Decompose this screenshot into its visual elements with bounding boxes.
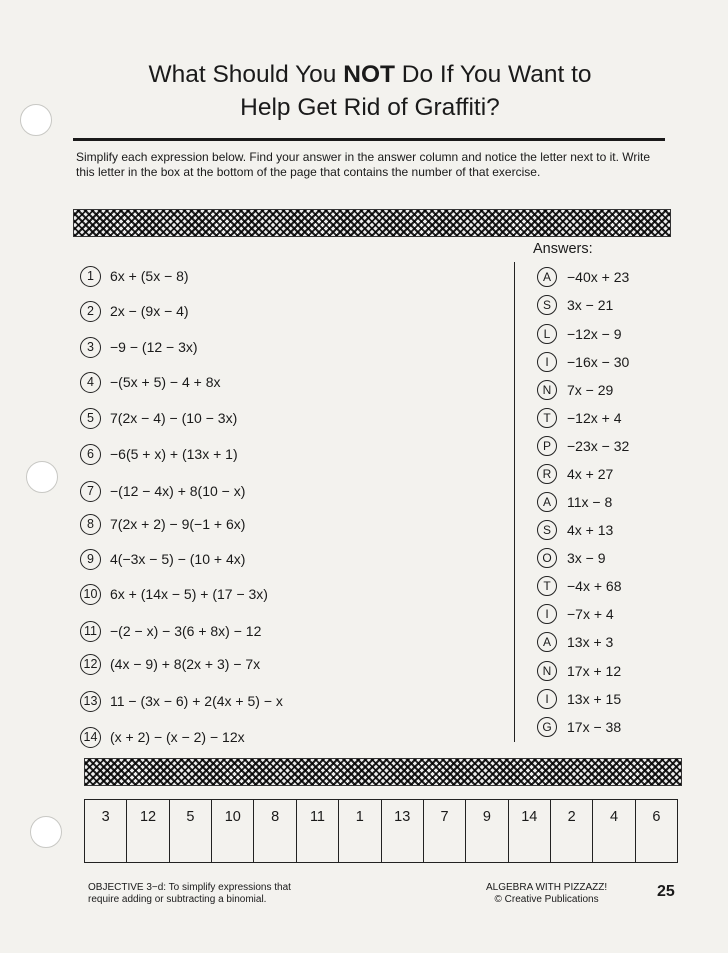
answers-heading: Answers:: [533, 241, 593, 257]
exercise-number: 11: [80, 621, 101, 642]
exercise-number: 14: [80, 727, 101, 748]
exercise-expression: −6(5 + x) + (13x + 1): [110, 446, 238, 462]
answer-expression: −16x − 30: [567, 354, 630, 370]
answer-expression: 11x − 8: [567, 494, 613, 510]
answer-expression: 4x + 27: [567, 466, 614, 482]
answer-letter: N: [537, 380, 557, 400]
exercise-number: 13: [80, 691, 101, 712]
answer-letter: I: [537, 604, 557, 624]
exercise-item: [80, 335, 198, 359]
answer-letter: L: [537, 324, 557, 344]
exercise-number: 10: [80, 584, 101, 605]
exercise-item: [80, 370, 221, 394]
answer-item: [537, 350, 629, 374]
answer-box[interactable]: 13: [382, 800, 424, 862]
exercise-item: [80, 652, 260, 676]
answer-expression: −4x + 68: [567, 578, 622, 594]
exercise-number: 7: [80, 481, 101, 502]
exercise-expression: 6x + (5x − 8): [110, 268, 189, 284]
exercise-item: [80, 689, 283, 713]
exercise-number: 4: [80, 372, 101, 393]
answer-box[interactable]: 7: [424, 800, 466, 862]
answer-expression: 17x − 38: [567, 719, 622, 735]
book-title: ALGEBRA WITH PIZZAZZ!: [486, 882, 608, 893]
answer-letter: A: [537, 267, 557, 287]
exercise-number: 8: [80, 514, 101, 535]
copyright-text: © Creative Publications: [494, 894, 599, 905]
exercise-item: [80, 512, 245, 536]
answer-expression: −12x − 9: [567, 326, 622, 342]
exercise-item: [80, 725, 245, 749]
exercise-expression: −(5x + 5) − 4 + 8x: [110, 374, 221, 390]
exercise-number: 6: [80, 444, 101, 465]
exercise-item: [80, 547, 245, 571]
exercise-item: [80, 479, 245, 503]
answer-box[interactable]: 1: [339, 800, 381, 862]
exercise-expression: 4(−3x − 5) − (10 + 4x): [110, 551, 246, 567]
title-line-1: What Should You NOT Do If You Want to: [148, 61, 592, 88]
page-title: [70, 58, 670, 124]
exercise-expression: −(12 − 4x) + 8(10 − x): [110, 483, 246, 499]
answer-item: [537, 293, 613, 317]
answer-expression: 13x + 3: [567, 634, 614, 650]
exercise-expression: 11 − (3x − 6) + 2(4x + 5) − x: [110, 693, 283, 709]
exercise-number: 3: [80, 337, 101, 358]
exercise-expression: (4x − 9) + 8(2x + 3) − 7x: [110, 656, 261, 672]
answer-expression: 3x − 21: [567, 297, 614, 313]
answer-box[interactable]: 4: [593, 800, 635, 862]
answer-expression: −40x + 23: [567, 269, 630, 285]
answer-item: [537, 265, 629, 289]
exercise-number: 2: [80, 301, 101, 322]
title-divider: [73, 138, 665, 141]
answer-letter: G: [537, 717, 557, 737]
answer-box[interactable]: 9: [466, 800, 508, 862]
answer-box[interactable]: 3: [85, 800, 127, 862]
exercise-item: [80, 442, 238, 466]
answer-letter: O: [537, 548, 557, 568]
answer-expression: 13x + 15: [567, 691, 622, 707]
answer-letter: I: [537, 352, 557, 372]
exercise-number: 9: [80, 549, 101, 570]
answer-item: [537, 630, 613, 654]
answer-expression: 17x + 12: [567, 663, 622, 679]
exercise-number: 12: [80, 654, 101, 675]
answer-item: [537, 602, 614, 626]
exercise-expression: 7(2x − 4) − (10 − 3x): [110, 410, 238, 426]
binder-hole-bottom: [30, 816, 62, 848]
answer-item: [537, 715, 621, 739]
answer-box[interactable]: 2: [551, 800, 593, 862]
title-line-2: Help Get Rid of Graffiti?: [240, 94, 500, 121]
answer-letter: A: [537, 632, 557, 652]
answer-letter: R: [537, 464, 557, 484]
exercise-item: [80, 299, 189, 323]
answer-item: [537, 378, 613, 402]
answer-box[interactable]: 8: [254, 800, 296, 862]
page-number: 25: [657, 883, 675, 900]
answer-item: [537, 322, 622, 346]
answer-item: [537, 490, 612, 514]
answer-item: [537, 406, 622, 430]
answer-letter: T: [537, 408, 557, 428]
answer-box[interactable]: 12: [127, 800, 169, 862]
exercise-item: [80, 264, 189, 288]
answer-expression: −23x − 32: [567, 438, 630, 454]
answer-expression: −12x + 4: [567, 410, 622, 426]
answer-box[interactable]: 6: [652, 809, 661, 825]
answer-box[interactable]: 10: [212, 800, 254, 862]
exercise-item: [80, 619, 261, 643]
answer-box-row: [84, 799, 678, 863]
answer-expression: −7x + 4: [567, 606, 614, 622]
publisher-credit: [486, 882, 607, 906]
answer-letter: I: [537, 689, 557, 709]
answer-box[interactable]: 14: [509, 800, 551, 862]
answer-item: [537, 518, 613, 542]
answer-item: [537, 574, 622, 598]
answer-box[interactable]: 11: [297, 800, 339, 862]
decorative-border-top: [73, 209, 671, 237]
exercise-number: 5: [80, 408, 101, 429]
exercise-item: [80, 406, 237, 430]
answer-item: [537, 434, 629, 458]
exercise-expression: 6x + (14x − 5) + (17 − 3x): [110, 586, 268, 602]
answer-expression: 3x − 9: [567, 550, 606, 566]
answer-item: [537, 462, 613, 486]
exercise-expression: −9 − (12 − 3x): [110, 339, 198, 355]
answer-box[interactable]: 5: [170, 800, 212, 862]
answer-item: [537, 659, 621, 683]
answers-divider-line: [514, 262, 515, 742]
decorative-border-bottom: [84, 758, 682, 786]
exercise-expression: −(2 − x) − 3(6 + 8x) − 12: [110, 623, 262, 639]
exercise-expression: (x + 2) − (x − 2) − 12x: [110, 729, 245, 745]
objective-text: OBJECTIVE 3−d: To simplify expressions that require adding or subtracting a binomial.: [88, 882, 291, 905]
answer-letter: A: [537, 492, 557, 512]
exercise-item: [80, 582, 268, 606]
answer-letter: N: [537, 661, 557, 681]
answer-expression: 7x − 29: [567, 382, 614, 398]
answer-item: [537, 546, 606, 570]
answer-letter: P: [537, 436, 557, 456]
binder-hole-middle: [26, 461, 58, 493]
exercise-expression: 2x − (9x − 4): [110, 303, 189, 319]
answer-expression: 4x + 13: [567, 522, 614, 538]
answer-letter: S: [537, 520, 557, 540]
answer-letter: T: [537, 576, 557, 596]
instructions-text: Simplify each expression below. Find your answer in the answer column and notice the letter next to it. Write this letter in the box at the bottom of the page that contains the number of that exercise.: [76, 150, 651, 179]
exercise-number: 1: [80, 266, 101, 287]
exercise-expression: 7(2x + 2) − 9(−1 + 6x): [110, 516, 246, 532]
answer-letter: S: [537, 295, 557, 315]
answer-item: [537, 687, 621, 711]
binder-hole-top: [20, 104, 52, 136]
